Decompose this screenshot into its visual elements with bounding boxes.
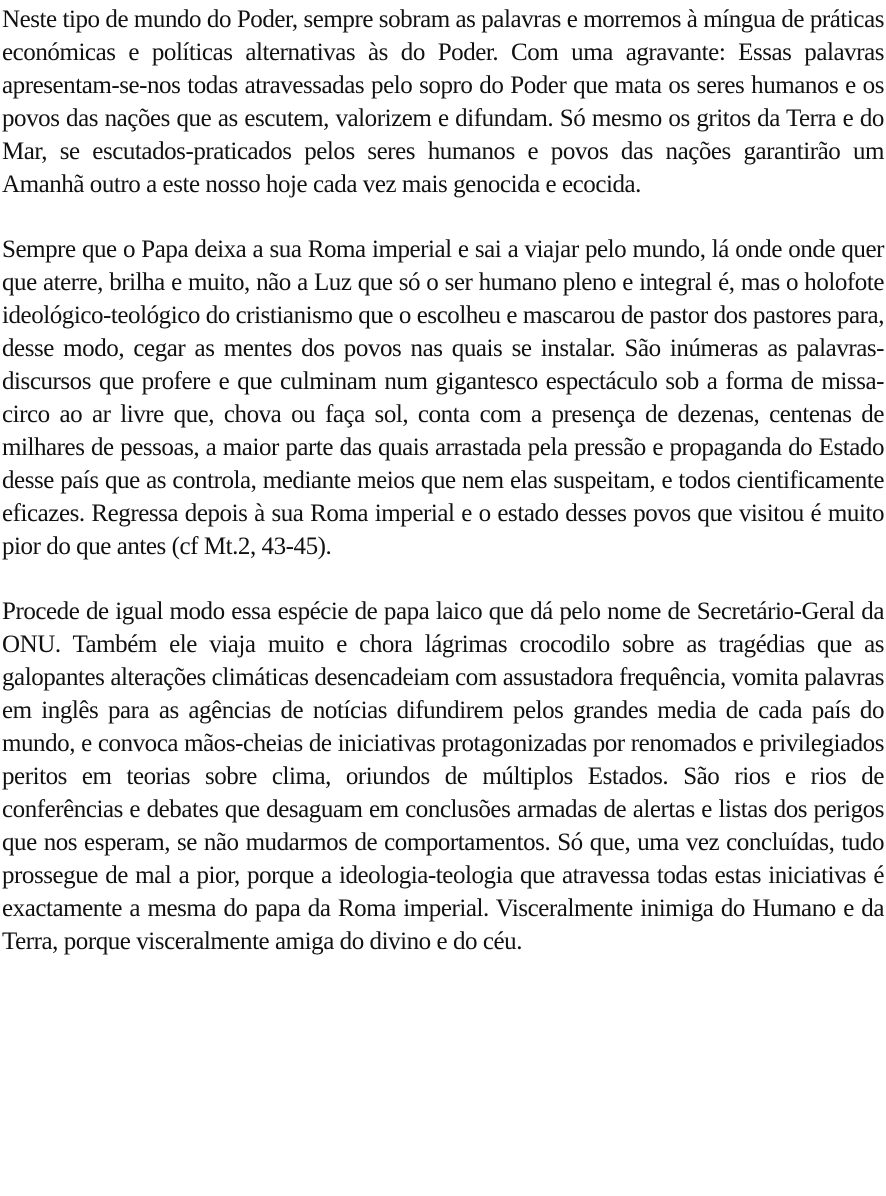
paragraph-1: Neste tipo de mundo do Poder, sempre sobram as palavras e morremos à míngua de práticas económicas e políticas alternativas às do Poder. Com uma agravante: Essas palavras apresentam-se-nos todas atravessadas pelo sopro do Poder que mata os seres humanos e os povos das nações que as escutem, valorizem e difundam. Só mesmo os gritos da Terra e do Mar, se escutados-praticados pelos seres humanos e povos das nações garantirão um Amanhã outro a este nosso hoje cada vez mais genocida e ecocida. xyxy=(2,6,884,198)
paragraph-3: Procede de igual modo essa espécie de papa laico que dá pelo nome de Secretário-Geral da ONU. Também ele viaja muito e chora lágrimas crocodilo sobre as tragédias que as galopantes alterações climáticas desencadeiam com assustadora frequência, vomita palavras em inglês para as agências de notícias difundirem pelos grandes media de cada país do mundo, e convoca mãos-cheias de iniciativas protagonizadas por renomados e privilegiados peritos em teorias sobre clima, oriundos de múltiplos Estados. São rios e rios de conferências e debates que desaguam em conclusões armadas de alertas e listas dos perigos que nos esperam, se não mudarmos de comportamentos. Só que, uma vez concluídas, tudo prossegue de mal a pior, porque a ideologia-teologia que atravessa todas estas iniciativas é exactamente a mesma do papa da Roma imperial. Visceralmente inimiga do Humano e da Terra, porque visceralmente amiga do divino e do céu. xyxy=(2,598,884,955)
paragraph-2: Sempre que o Papa deixa a sua Roma imperial e sai a viajar pelo mundo, lá onde onde quer que aterre, brilha e muito, não a Luz que só o ser humano pleno e integral é, mas o holofote ideológico-teológico do cristianismo que o escolheu e mascarou de pastor dos pastores para, desse modo, cegar as mentes dos povos nas quais se instalar. São inúmeras as palavras-discursos que profere e que culminam num gigantesco espectáculo sob a forma de missa-circo ao ar livre que, chova ou faça sol, conta com a presença de dezenas, centenas de milhares de pessoas, a maior parte das quais arrastada pela pressão e propaganda do Estado desse país que as controla, mediante meios que nem elas suspeitam, e todos cientificamente eficazes. Regressa depois à sua Roma imperial e o estado desses povos que visitou é muito pior do que antes (cf Mt.2, 43-45). xyxy=(2,236,884,560)
